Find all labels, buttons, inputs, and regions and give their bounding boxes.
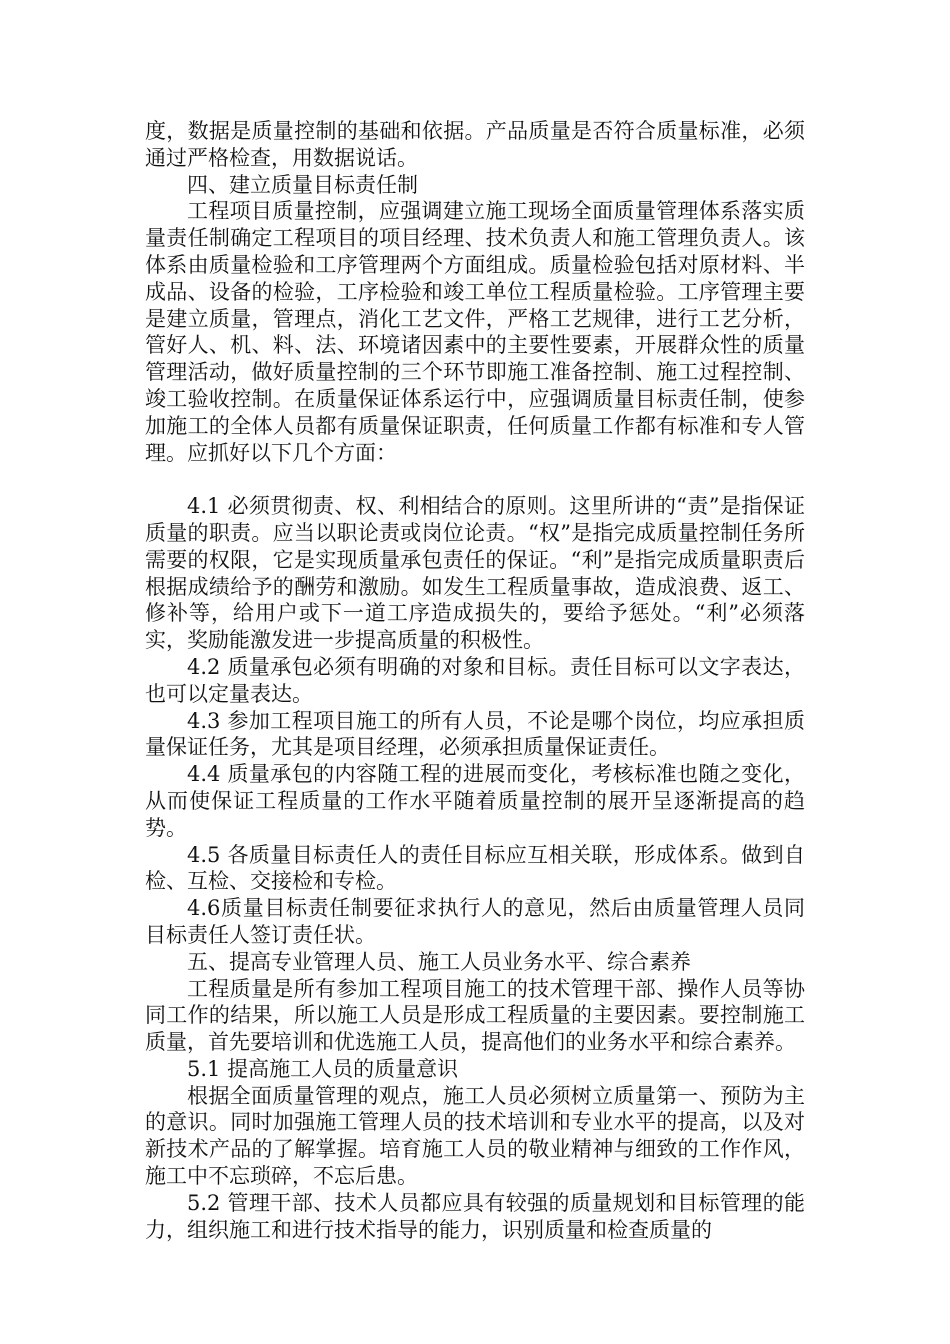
subheading-5-1: 5.1 提高施工人员的质量意识 [187, 1056, 459, 1081]
paragraph-quality-awareness: 根据全面质量管理的观点，施工人员必须树立质量第一、预防为主的意识。同时加强施工管理人员的技术培训和专业水平的提高，以及对新技术产品的了解掌握。培育施工人员的敬业精神与细致的工作作风，施工中不忘琐碎，不忘后患。 [145, 1083, 805, 1189]
paragraph-quality-system: 工程项目质量控制，应强调建立施工现场全面质量管理体系落实质量责任制确定工程项目的项目经理、技术负责人和施工管理负责人。该体系由质量检验和工序管理两个方面组成。质量检验包括对原材料、半成品、设备的检验，工序检验和竣工单位工程质量检验。工序管理主要是建立质量，管理点，消化工艺文件，严格工艺规律，进行工艺分析，管好人、机、料、法、环境诸因素中的主要性要素，开展群众性的质量管理活动，做好质量控制的三个环节即施工准备控制、施工过程控制、竣工验收控制。在质量保证体系运行中，应强调质量目标责任制，使参加施工的全体人员都有质量保证职责，任何质量工作都有标准和专人管理。应抓好以下几个方面： [145, 199, 805, 465]
paragraph-4-5: 4.5 各质量目标责任人的责任目标应互相关联，形成体系。做到自检、互检、交接检和专检。 [145, 842, 805, 894]
paragraph-4-4: 4.4 质量承包的内容随工程的进展而变化，考核标准也随之变化，从而使保证工程质量的工作水平随着质量控制的展开呈逐渐提高的趋势。 [145, 762, 805, 840]
paragraph-4-2: 4.2 质量承包必须有明确的对象和目标。责任目标可以文字表达，也可以定量表达。 [145, 654, 805, 706]
paragraph-4-3: 4.3 参加工程项目施工的所有人员，不论是哪个岗位，均应承担质量保证任务，尤其是项目经理，必须承担质量保证责任。 [145, 708, 805, 760]
paragraph-continued: 度，数据是质量控制的基础和依据。产品质量是否符合质量标准，必须通过严格检查，用数据说话。 [145, 119, 805, 170]
blank-line [145, 466, 805, 493]
section-heading-4: 四、建立质量目标责任制 [187, 172, 418, 197]
paragraph-4-6: 4.6质量目标责任制要征求执行人的意见，然后由质量管理人员同目标责任人签订责任状。 [145, 896, 805, 947]
document-body [145, 118, 805, 1243]
section-heading-5: 五、提高专业管理人员、施工人员业务水平、综合素养 [187, 949, 691, 974]
paragraph-personnel: 工程质量是所有参加工程项目施工的技术管理干部、操作人员等协同工作的结果，所以施工人员是形成工程质量的主要因素。要控制施工质量，首先要培训和优选施工人员，提高他们的业务水平和综合素养。 [145, 976, 805, 1055]
paragraph-4-1: 4.1 必须贯彻责、权、利相结合的原则。这里所讲的“责”是指保证质量的职责。应当以职论责或岗位论责。“权”是指完成质量控制任务所需要的权限，它是实现质量承包责任的保证。“利”是指完成质量职责后根据成绩给予的酬劳和激励。如发生工程质量事故，造成浪费、返工、修补等，给用户或下一道工序造成损失的，要给予惩处。“利”必须落实，奖励能激发进一步提高质量的积极性。 [145, 494, 805, 653]
paragraph-5-2: 5.2 管理干部、技术人员都应具有较强的质量规划和目标管理的能力，组织施工和进行技术指导的能力，识别质量和检查质量的 [145, 1190, 805, 1242]
